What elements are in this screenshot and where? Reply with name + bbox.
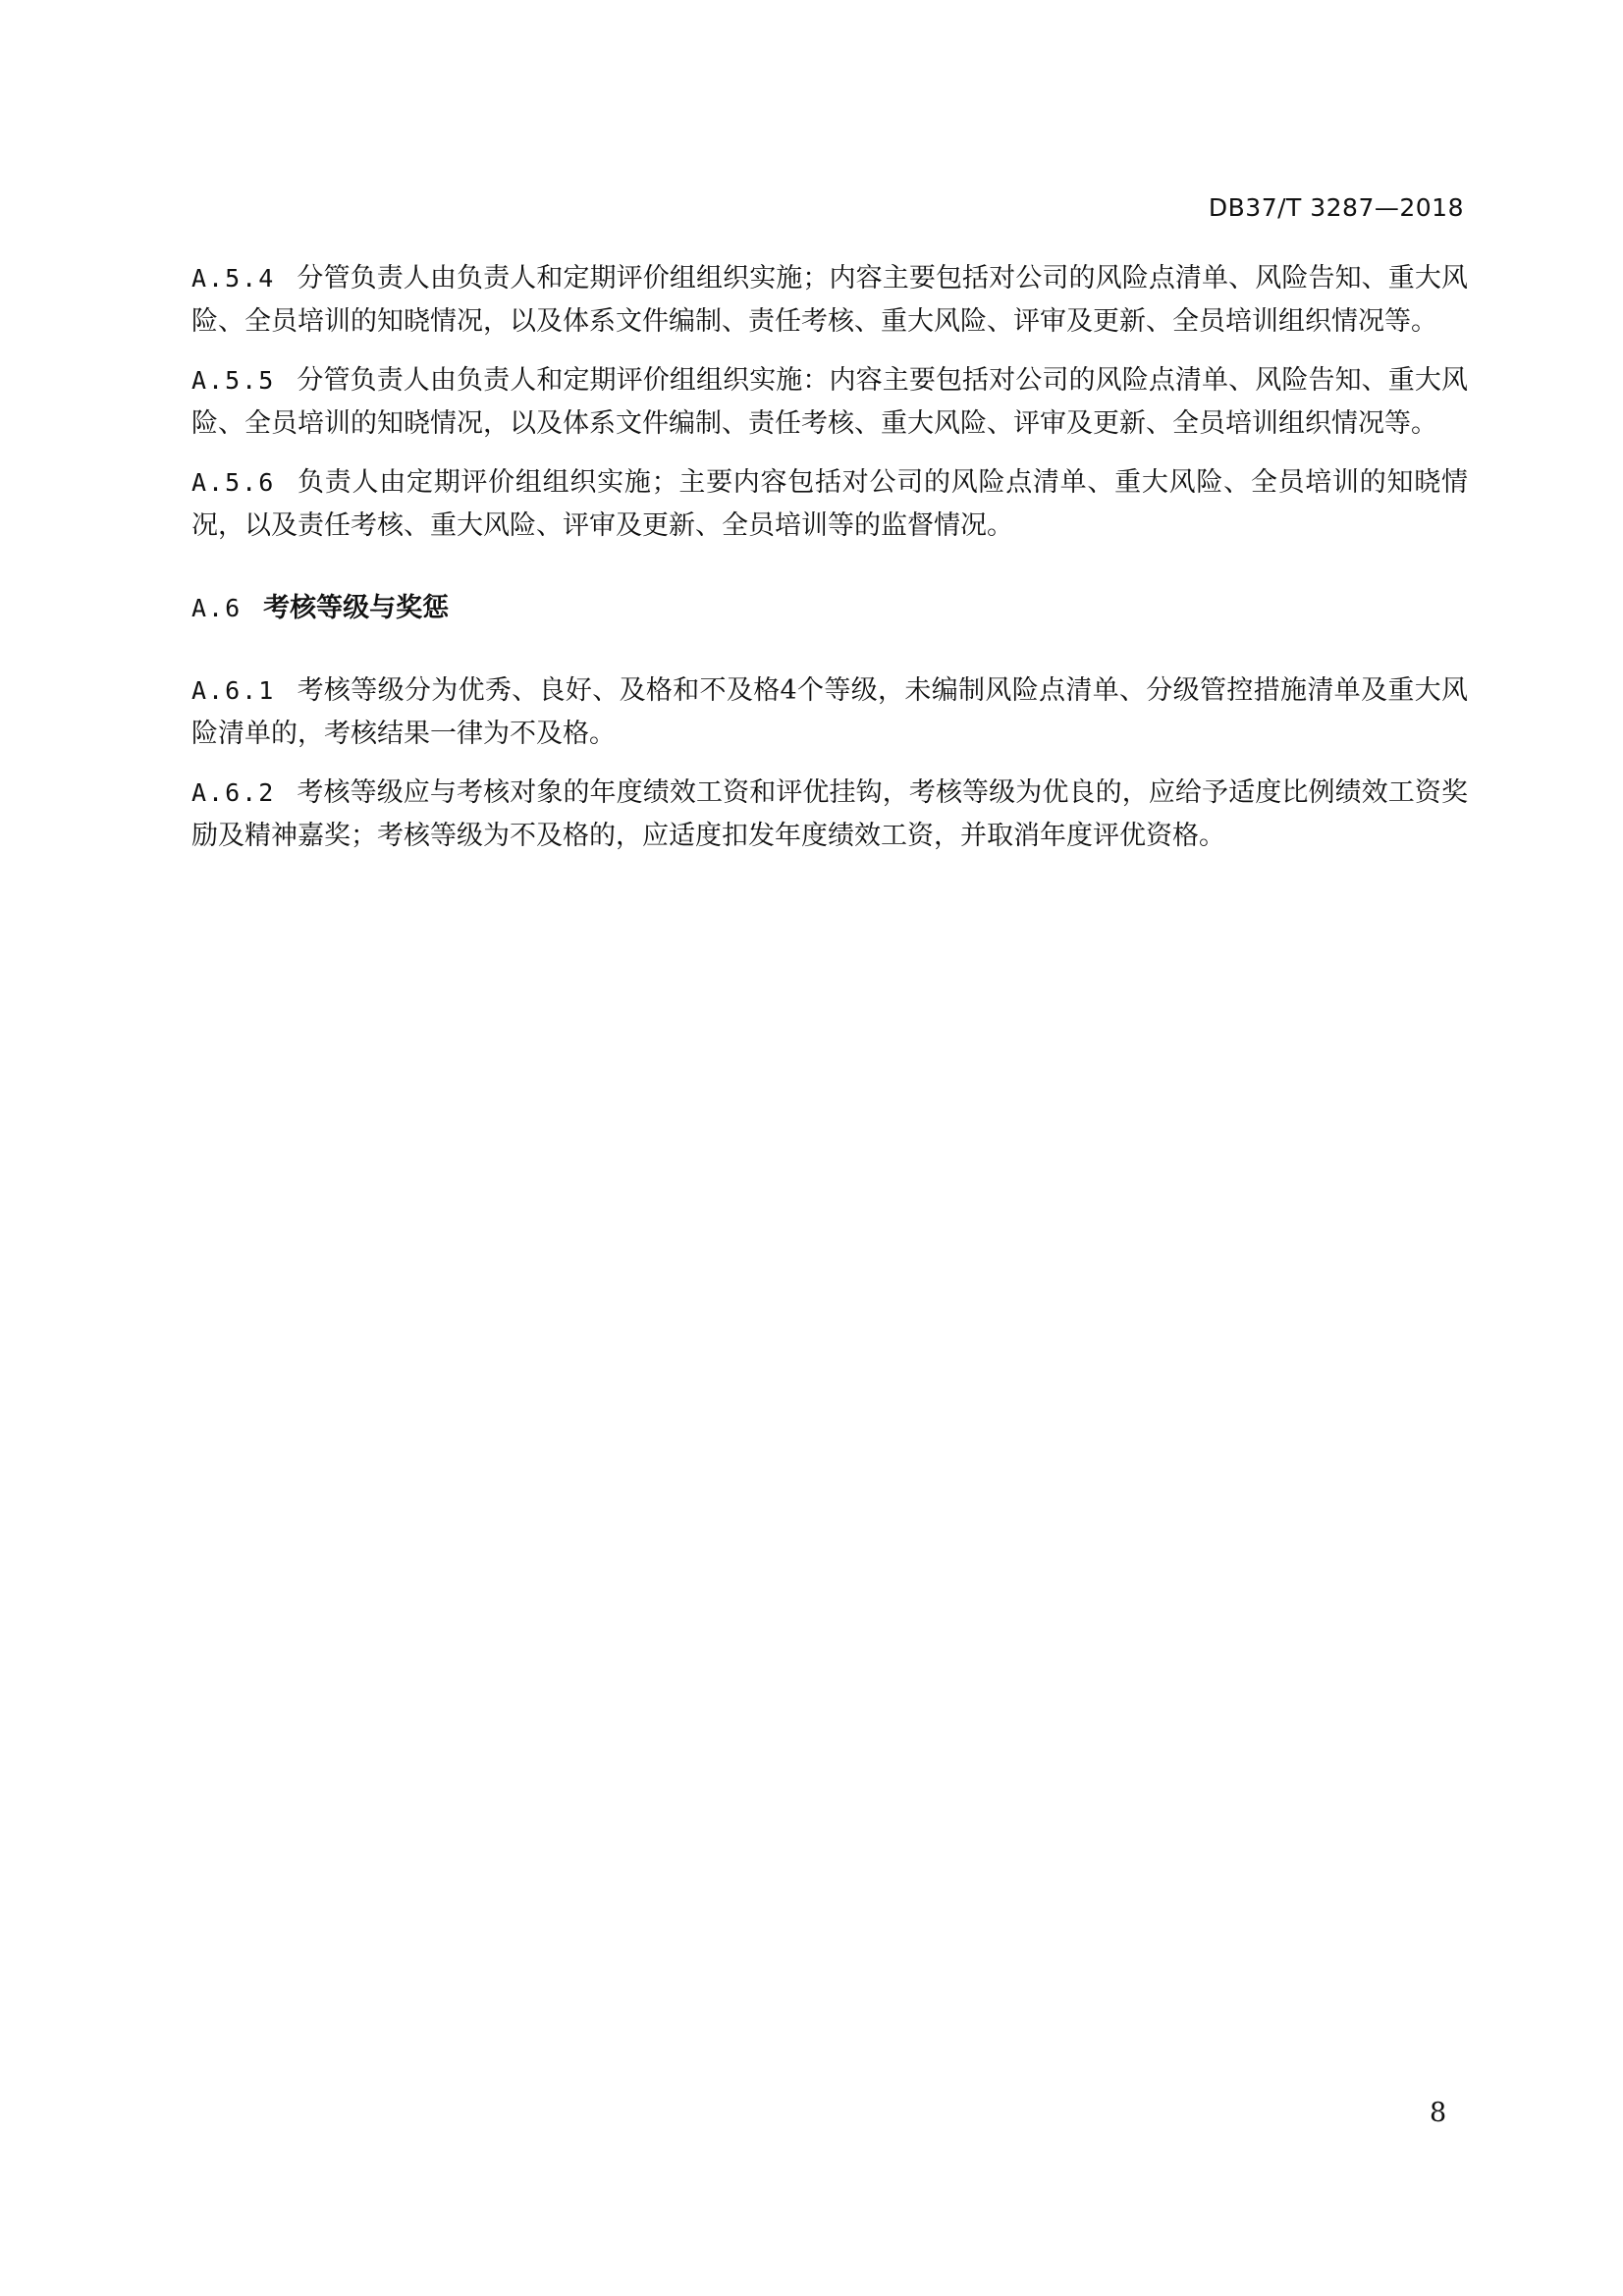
clause-text: 分管负责人由负责人和定期评价组组织实施：内容主要包括对公司的风险点清单、风险告知、重大风险、全员培训的知晓情况，以及体系文件编制、责任考核、重大风险、评审及更新、全员培训组织情况等。 [191,365,1468,439]
section-number: A.6 [191,594,243,622]
section-title: 考核等级与奖惩 [263,593,450,623]
document-code-header: DB37/T 3287—2018 [1208,193,1464,222]
clause-number: A.5.5 [191,366,276,395]
clause-text: 负责人由定期评价组组织实施；主要内容包括对公司的风险点清单、重大风险、全员培训的知晓情况，以及责任考核、重大风险、评审及更新、全员培训等的监督情况。 [191,467,1468,541]
section-heading-a-6 [191,587,1468,630]
clause-a-5-6 [191,461,1468,548]
clause-number: A.6.2 [191,778,276,807]
page-number: 8 [1430,2098,1447,2128]
clause-a-5-4 [191,257,1468,344]
document-body [191,257,1468,874]
clause-a-5-5 [191,359,1468,446]
clause-text: 考核等级应与考核对象的年度绩效工资和评优挂钩，考核等级为优良的，应给予适度比例绩效工资奖励及精神嘉奖；考核等级为不及格的，应适度扣发年度绩效工资，并取消年度评优资格。 [191,777,1468,851]
clause-text: 考核等级分为优秀、良好、及格和不及格4个等级，未编制风险点清单、分级管控措施清单及重大风险清单的，考核结果一律为不及格。 [191,675,1468,749]
clause-text: 分管负责人由负责人和定期评价组组织实施；内容主要包括对公司的风险点清单、风险告知、重大风险、全员培训的知晓情况，以及体系文件编制、责任考核、重大风险、评审及更新、全员培训组织情况等。 [191,263,1468,337]
clause-number: A.6.1 [191,676,276,705]
clause-number: A.5.6 [191,468,276,497]
clause-a-6-2 [191,772,1468,858]
clause-a-6-1 [191,669,1468,756]
clause-number: A.5.4 [191,264,276,293]
